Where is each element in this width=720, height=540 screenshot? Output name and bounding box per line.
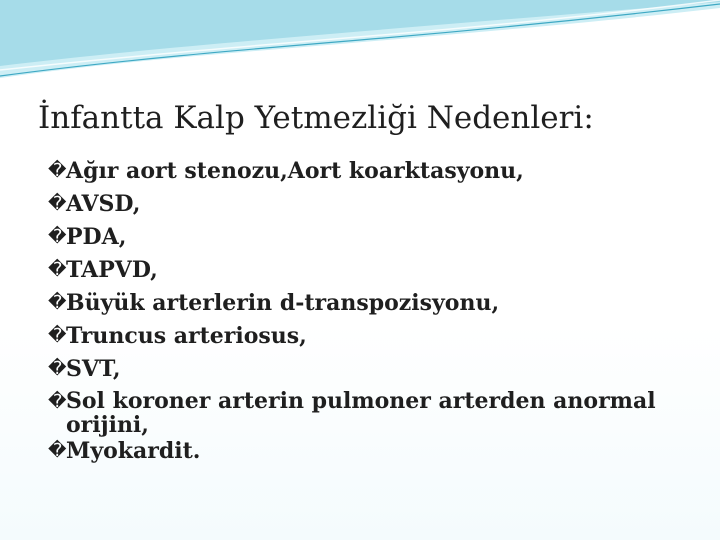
bullet-marker-icon: �: [48, 325, 67, 346]
bullet-marker-icon: �: [48, 193, 67, 214]
bullet-item: [48, 389, 688, 438]
bullet-text: PDA,: [66, 224, 127, 250]
bullet-text: Truncus arteriosus,: [66, 323, 307, 349]
bullet-marker-icon: �: [48, 440, 67, 461]
slide-title: İnfantta Kalp Yetmezliği Nedenleri:: [38, 100, 594, 136]
bullet-marker-icon: �: [48, 391, 67, 412]
bullet-marker-icon: �: [48, 292, 67, 313]
bullet-item: [48, 323, 688, 356]
bullet-text: SVT,: [66, 356, 121, 382]
bullet-marker-icon: �: [48, 160, 67, 181]
bullet-item: [48, 438, 688, 471]
bullet-item: [48, 257, 688, 290]
bullet-text: Büyük arterlerin d-transpozisyonu,: [66, 290, 500, 316]
bullet-text: AVSD,: [66, 191, 141, 217]
bullet-item: [48, 191, 688, 224]
bullet-marker-icon: �: [48, 259, 67, 280]
bullet-list: [48, 158, 688, 471]
decorative-wave-header: [0, 0, 720, 80]
bullet-text: Ağır aort stenozu,Aort koarktasyonu,: [66, 158, 524, 184]
bullet-item: [48, 158, 688, 191]
bullet-text: Myokardit.: [66, 438, 201, 464]
bullet-item: [48, 356, 688, 389]
bullet-marker-icon: �: [48, 226, 67, 247]
bullet-item: [48, 224, 688, 257]
bullet-text: TAPVD,: [66, 257, 158, 283]
bullet-item: [48, 290, 688, 323]
bullet-marker-icon: �: [48, 358, 67, 379]
bullet-text: Sol koroner arterin pulmoner arterden anormal orijini,: [66, 388, 656, 438]
